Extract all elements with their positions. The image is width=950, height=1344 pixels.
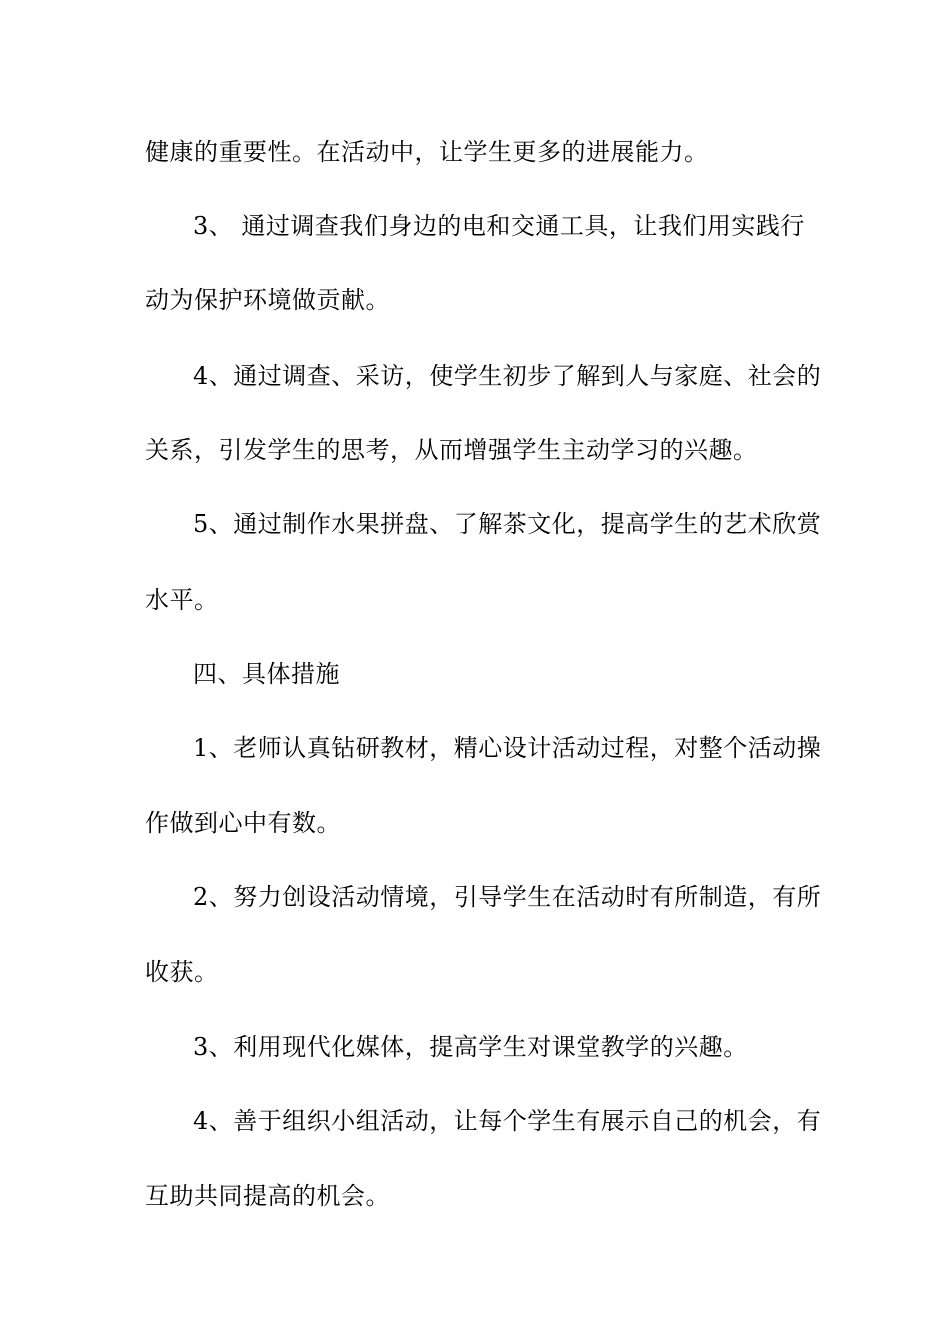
text-line: 3、 通过调查我们身边的电和交通工具，让我们用实践行 <box>193 212 805 240</box>
text-line: 关系，引发学生的思考，从而增强学生主动学习的兴趣。 <box>145 436 758 464</box>
text-line: 互助共同提高的机会。 <box>145 1182 390 1210</box>
text-line: 2、努力创设活动情境，引导学生在活动时有所制造，有所 <box>193 883 822 911</box>
text-line: 5、通过制作水果拼盘、了解茶文化，提高学生的艺术欣赏 <box>193 510 822 538</box>
text-line: 4、善于组织小组活动，让每个学生有展示自己的机会，有 <box>193 1107 822 1135</box>
text-line: 健康的重要性。在活动中，让学生更多的进展能力。 <box>145 138 709 166</box>
text-line: 水平。 <box>145 586 219 614</box>
text-line: 3、利用现代化媒体，提高学生对课堂教学的兴趣。 <box>193 1033 748 1061</box>
text-line: 收获。 <box>145 958 219 986</box>
text-line: 作做到心中有数。 <box>145 809 341 837</box>
text-line: 动为保护环境做贡献。 <box>145 286 390 314</box>
text-line: 4、通过调查、采访，使学生初步了解到人与家庭、社会的 <box>193 362 822 390</box>
text-line: 1、老师认真钻研教材，精心设计活动过程，对整个活动操 <box>193 734 822 762</box>
section-heading: 四、具体措施 <box>193 660 340 688</box>
